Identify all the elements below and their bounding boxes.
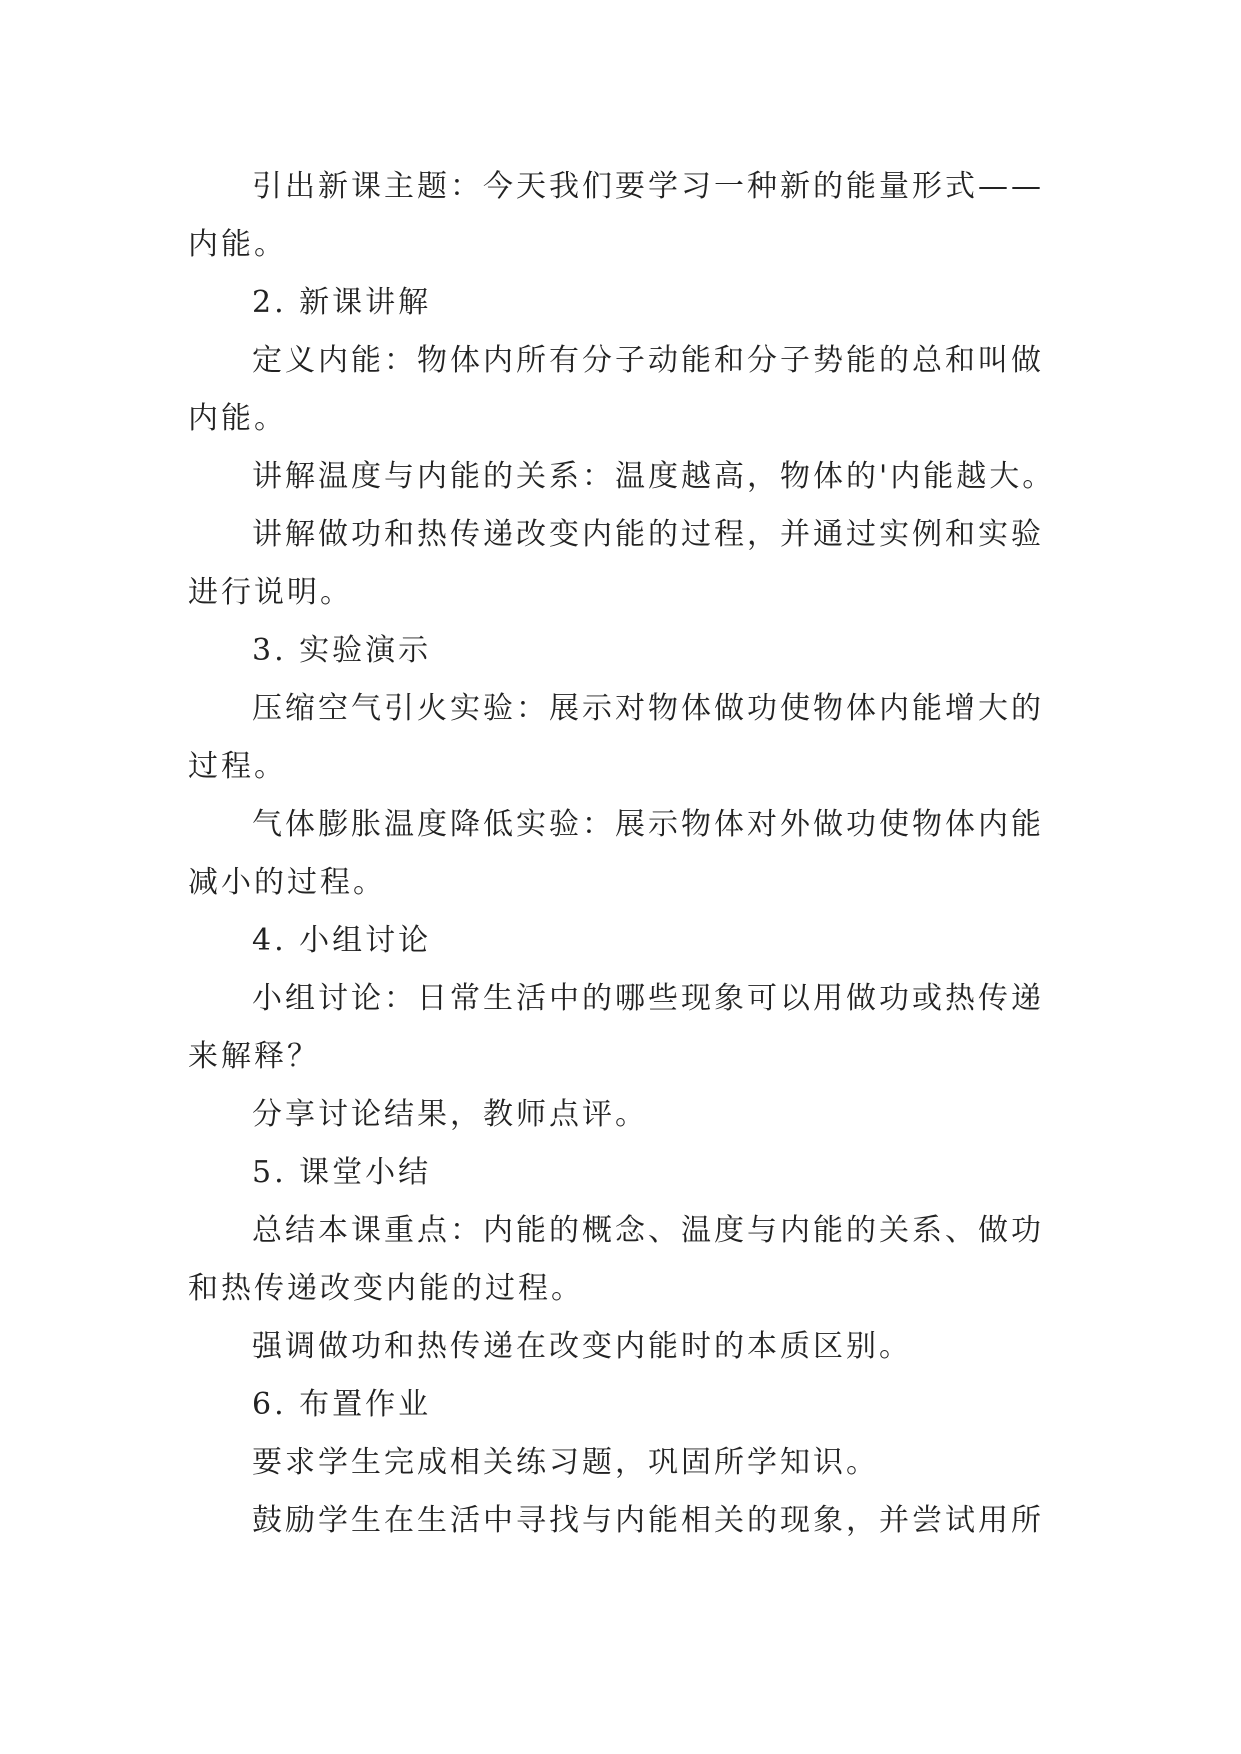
paragraph-summary-points: 总结本课重点：内能的概念、温度与内能的关系、做功和热传递改变内能的过程。	[188, 1213, 1044, 1306]
paragraph-compression-experiment: 压缩空气引火实验：展示对物体做功使物体内能增大的过程。	[188, 691, 1044, 784]
section-heading-new-lesson: 2. 新课讲解	[252, 285, 432, 320]
paragraph-define-internal-energy: 定义内能：物体内所有分子动能和分子势能的总和叫做内能。	[188, 343, 1044, 436]
section-heading-experiment: 3. 实验演示	[252, 633, 432, 668]
paragraph-encourage-students: 鼓励学生在生活中寻找与内能相关的现象，并尝试用所	[252, 1503, 1044, 1538]
paragraph-discussion-question: 小组讨论：日常生活中的哪些现象可以用做功或热传递来解释？	[188, 981, 1044, 1074]
paragraph-share-results: 分享讨论结果，教师点评。	[252, 1097, 648, 1132]
paragraph-temperature-relation: 讲解温度与内能的关系：温度越高，物体的'内能越大。	[252, 459, 1056, 494]
paragraph-intro-topic: 引出新课主题：今天我们要学习一种新的能量形式——内能。	[188, 169, 1044, 262]
section-heading-summary: 5. 课堂小结	[252, 1155, 432, 1190]
section-heading-group-discussion: 4. 小组讨论	[252, 923, 432, 958]
section-heading-homework: 6. 布置作业	[252, 1387, 432, 1422]
paragraph-homework-exercises: 要求学生完成相关练习题，巩固所学知识。	[252, 1445, 879, 1480]
document-body	[188, 158, 1058, 1550]
paragraph-expansion-experiment: 气体膨胀温度降低实验：展示物体对外做功使物体内能减小的过程。	[188, 807, 1044, 900]
paragraph-work-heat-transfer: 讲解做功和热传递改变内能的过程，并通过实例和实验进行说明。	[188, 517, 1044, 610]
paragraph-emphasize-difference: 强调做功和热传递在改变内能时的本质区别。	[252, 1329, 912, 1364]
